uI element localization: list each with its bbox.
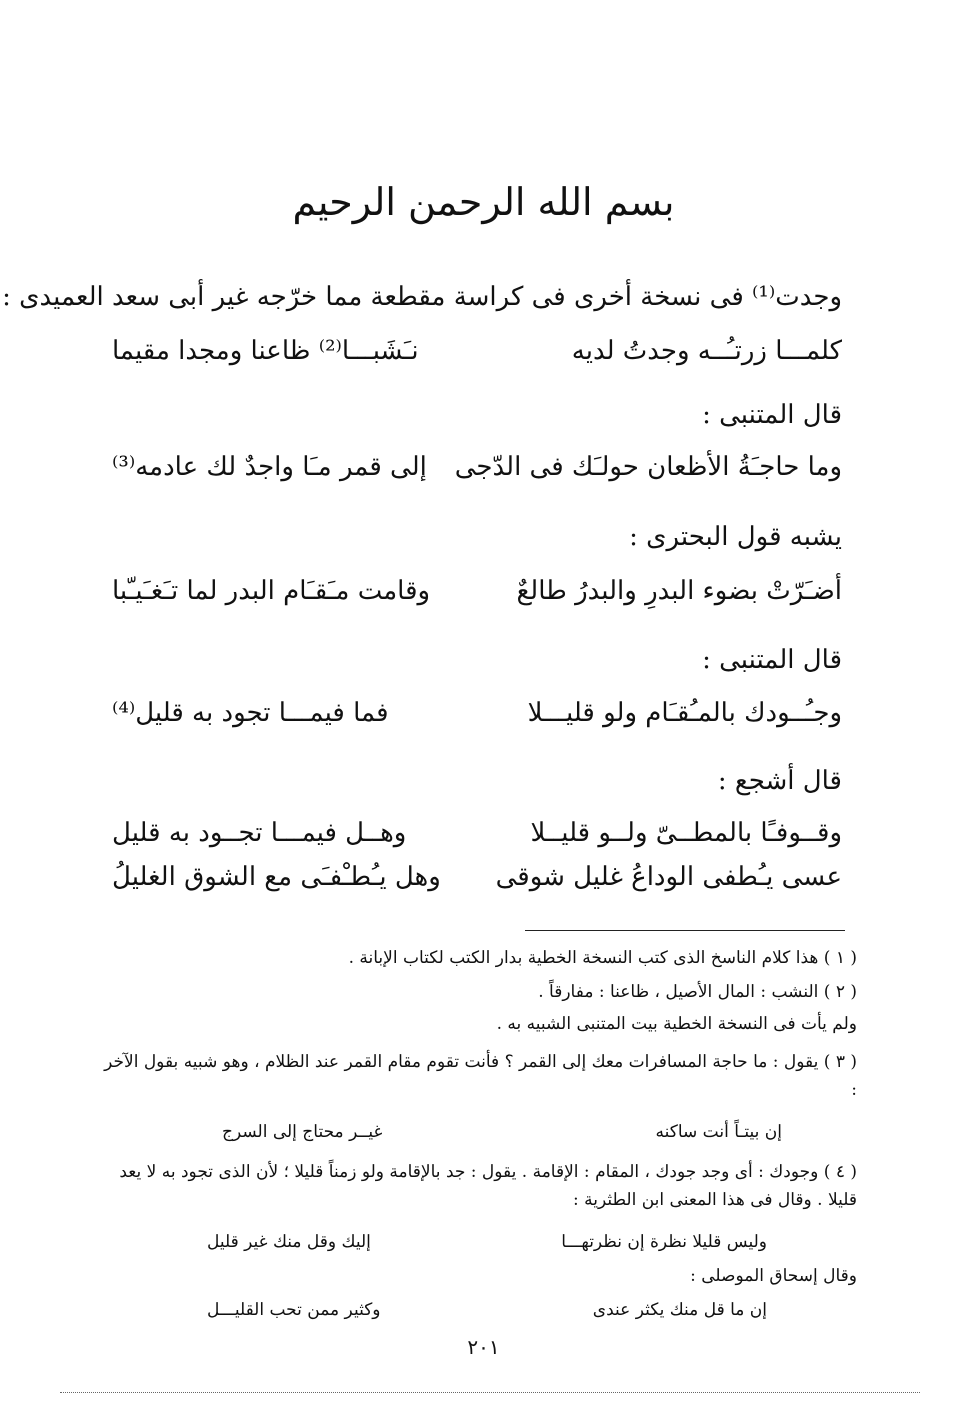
heading-mutanabbi-1: قال المتنبى : <box>702 400 842 430</box>
verse-4-first-hemistich: وجـُــودك بالمـُقـَام ولو قليـــلا <box>527 698 842 728</box>
page-number: ٢٠١ <box>467 1335 500 1359</box>
footnote-3-verse <box>222 1122 782 1148</box>
footnote-note: ولم يأت فى النسخة الخطية بيت المتنبى الشبيه به . <box>496 1014 857 1034</box>
verse-1 <box>112 336 842 376</box>
footnote-5-intro: وقال إسحاق الموصلى : <box>690 1266 857 1286</box>
verse-3-second-hemistich: وقامت مـَقـَام البدر لما تـَغـَيـّبا <box>112 576 431 606</box>
footnote-3-verse-first: إن بيتـاً أنت ساكنه <box>655 1122 782 1142</box>
verse-1-second-hemistich: نـَشَبـــا⁽²⁾ ظاعنا ومجدا مقيما <box>112 336 419 366</box>
footnote-2: ( ٢ ) النشب : المال الأصيل ، ظاعنا : مفارقاً . <box>538 982 857 1002</box>
footnote-4: ( ٤ ) وجودك : أى وجد جودك ، المقام : الإقامة . يقول : جد بالإقامة ولو زمناً قليلا ؛ لأن الذى تجود به لا يعد قليلا . وقال فى هذا المعنى ابن الطثرية : <box>119 1162 857 1210</box>
verse-6 <box>112 862 842 902</box>
footnote-5-verse-first: إن ما قل منك يكثر عندى <box>592 1300 767 1320</box>
footnote-1: ( ١ ) هذا كلام الناسخ الذى كتب النسخة الخطية بدار الكتب لكتاب الإبانة . <box>348 948 857 968</box>
verse-4-second-hemistich: فما فيمـــا تجود به قليل⁽⁴⁾ <box>112 698 389 728</box>
footnote-5-verse-second: وكثير ممن تحب القليـــل <box>207 1300 381 1320</box>
verse-3 <box>112 576 842 616</box>
verse-2 <box>112 452 842 492</box>
footnote-4-verse-first: وليس قليلا نظرة إن نظرتهـــا <box>561 1232 767 1252</box>
footnote-3-verse-second: غيــر محتاج إلى السرج <box>222 1122 383 1142</box>
verse-4 <box>112 698 842 738</box>
verse-1-first-hemistich: كلمـــا زرتـُــه وجدتُ لديه <box>571 336 842 366</box>
footnote-4-verse-second: إليك وقل منك غير قليل <box>207 1232 371 1252</box>
verse-5-first-hemistich: وقــوفـًا بالمطــىّ ولــو قليــلا <box>530 818 842 848</box>
heading-ashja: قال أشجع : <box>717 766 842 796</box>
verse-6-first-hemistich: عسى يـُطفى الوداعُ غليل شوقى <box>495 862 842 892</box>
heading-mutanabbi-2: قال المتنبى : <box>702 645 842 675</box>
intro-line: وجدت⁽¹⁾ فى نسخة أخرى فى كراسة مقطعة مما خرّجه غير أبى سعد العميدى : <box>2 282 842 312</box>
footnote-5-verse <box>207 1300 767 1326</box>
verse-3-first-hemistich: أضـَرّتْ بضوء البدرِ والبدرُ طالعٌ <box>516 576 842 606</box>
verse-2-first-hemistich: وما حاجـَةُ الأظعان حولـَك فى الدّجى <box>454 452 842 482</box>
verse-6-second-hemistich: وهل يـُطـْفـَى مع الشوق الغليلُ <box>112 862 441 892</box>
footnote-4-verse <box>207 1232 767 1258</box>
footnote-separator <box>525 930 845 931</box>
verse-2-second-hemistich: إلى قمر مـَا واجدٌ لك عادمه⁽³⁾ <box>112 452 427 482</box>
bottom-page-edge <box>60 1392 920 1393</box>
verse-5 <box>112 818 842 858</box>
basmala-heading: بسم الله الرحمن الرحيم <box>292 180 675 224</box>
verse-5-second-hemistich: وهــل فيمـــا تجــود به قليل <box>112 818 407 848</box>
footnote-3: ( ٣ ) يقول : ما حاجة المسافرات معك إلى القمر ؟ فأنت تقوم مقام القمر عند الظلام ، وهو شبيه بقول الآخر : <box>104 1052 857 1100</box>
heading-buhturi: يشبه قول البحترى : <box>629 522 842 552</box>
